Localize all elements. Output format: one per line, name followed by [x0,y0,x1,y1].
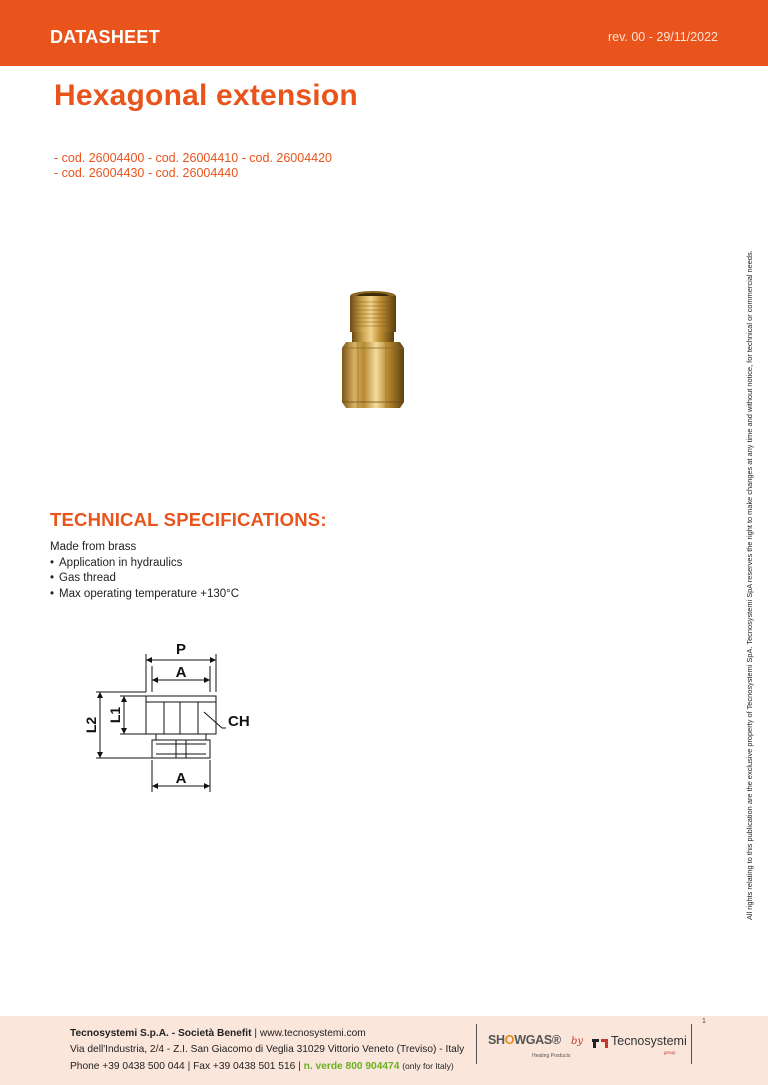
specs-intro: Made from brass [50,541,137,553]
page-number: 1 [702,1018,706,1025]
website-link[interactable]: www.tecnosystemi.com [259,1028,366,1039]
company-name: Tecnosystemi S.p.A. - Società Benefit [70,1028,252,1039]
product-image [336,290,410,412]
footer-divider-right [691,1024,692,1064]
label-l1: L1 [107,706,123,724]
by-label: by [571,1036,584,1047]
showgas-logo: SHOWGAS® [488,1033,561,1047]
footer-contact: Tecnosystemi S.p.A. - Società Benefit | www.tecnosystemi.com Via dell'Industria, 2/4 - Z.I. San Giacomo di Veglia 31029 Vittorio Veneto (Treviso) - Italy Phone +39 0438 500 044 | Fax +39 0438 501 516 | n. verde 800 904474 (only for Italy) [70,1028,465,1072]
spec-item: • Application in hydraulics [50,556,239,572]
datasheet-label: DATASHEET [50,27,161,47]
toll-free-note: (only for Italy) [402,1061,454,1071]
specs-heading: TECHNICAL SPECIFICATIONS: [50,509,327,530]
product-codes [54,151,332,181]
revision-date: rev. 00 - 29/11/2022 [607,30,718,44]
product-title: Hexagonal extension [54,79,358,112]
tecnosystemi-group-label: group [664,1050,676,1055]
showgas-subtitle: Heating Products [532,1053,571,1059]
company-address: Via dell'Industria, 2/4 - Z.I. San Giacomo di Veglia 31029 Vittorio Veneto (Treviso) - Italy [70,1044,465,1055]
label-a-bottom: A [175,770,187,787]
footer-divider [476,1024,477,1064]
dimension-drawing [76,640,266,800]
specs-list [50,556,239,603]
fax-number: Fax +39 0438 501 516 [193,1061,296,1072]
label-p: P [175,641,187,658]
spec-item: • Gas thread [50,571,239,587]
phone-number: Phone +39 0438 500 044 [70,1061,185,1072]
tecnosystemi-logo: Tecnosystemi [611,1034,687,1048]
codes-line-2: - cod. 26004430 - cod. 26004440 [54,166,239,180]
toll-free-number: n. verde 800 904474 [303,1061,400,1072]
codes-line-1: - cod. 26004400 - cod. 26004410 - cod. 26004420 [54,151,332,165]
label-ch: CH [228,713,250,730]
copyright-note: All rights relating to this publication are the exclusive property of Tecnosystemi SpA. Tecnosystemi SpA reserves the right to make changes at any time and without notice, for technical or commercial needs. [745,250,754,920]
spec-item: • Max operating temperature +130°C [50,587,239,603]
tecnosystemi-mark-icon [592,1037,608,1049]
label-l2: L2 [83,716,99,734]
header-bar [0,0,768,66]
footer [0,1016,768,1085]
label-a-top: A [175,664,187,681]
specs-body [50,540,239,602]
